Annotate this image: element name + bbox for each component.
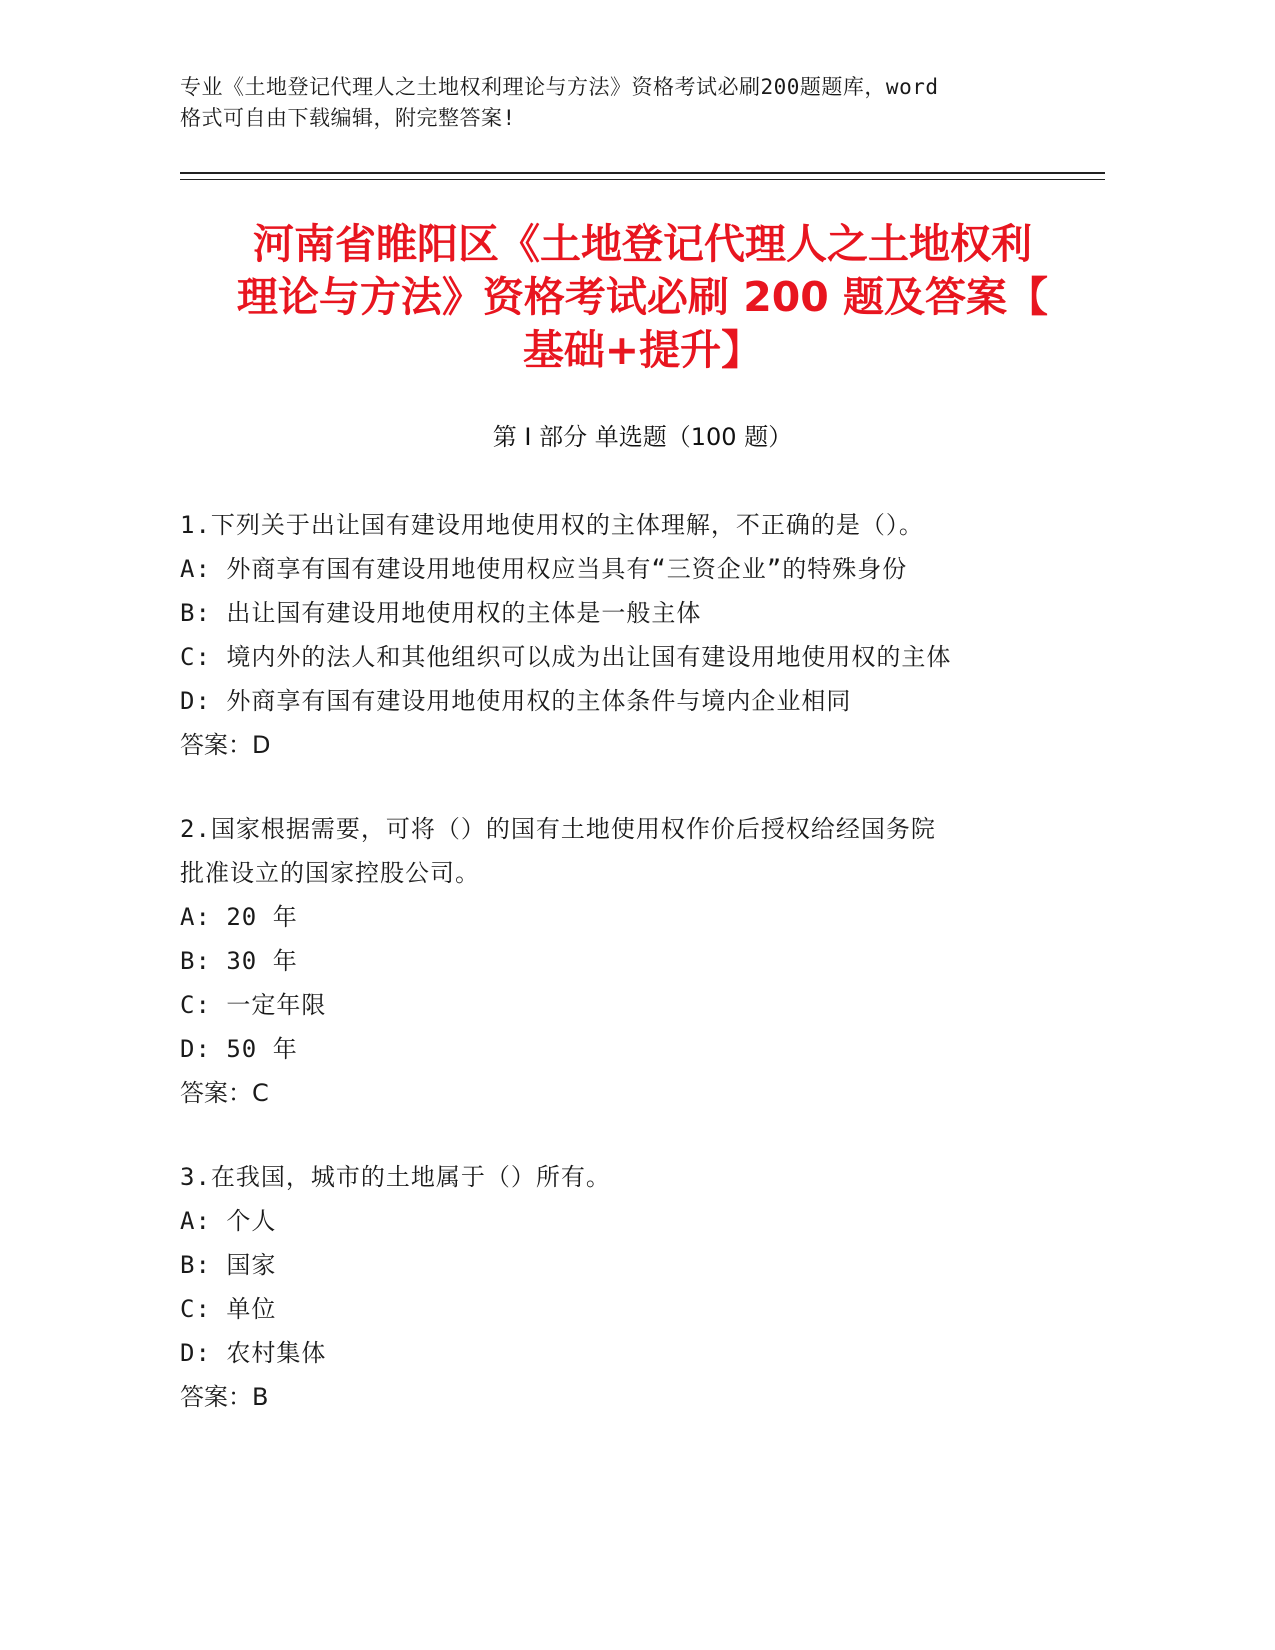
option-c: C: 一定年限 <box>180 991 327 1019</box>
option-b: B: 30 年 <box>180 947 298 975</box>
question-stem: 3.在我国，城市的土地属于（）所有。 <box>180 1163 611 1191</box>
header-note-line: 专业《土地登记代理人之土地权利理论与方法》资格考试必刷200题题库，word <box>180 75 939 99</box>
section-heading: 第 I 部分 单选题（100 题） <box>492 423 793 451</box>
question-item <box>180 807 1060 1115</box>
question-item <box>180 1155 1060 1419</box>
document-title <box>180 218 1105 377</box>
title-line: 理论与方法》资格考试必刷 200 题及答案【 <box>236 273 1049 321</box>
option-a: A: 个人 <box>180 1207 277 1235</box>
question-stem: 2.国家根据需要，可将（）的国有土地使用权作价后授权给经国务院 <box>180 815 936 843</box>
header-note <box>180 72 1060 134</box>
option-b: B: 出让国有建设用地使用权的主体是一般主体 <box>180 599 702 627</box>
option-c: C: 境内外的法人和其他组织可以成为出让国有建设用地使用权的主体 <box>180 643 952 671</box>
option-d: D: 农村集体 <box>180 1339 327 1367</box>
option-c: C: 单位 <box>180 1295 277 1323</box>
option-a: A: 20 年 <box>180 903 298 931</box>
question-item <box>180 503 1060 767</box>
question-stem-continued: 批准设立的国家控股公司。 <box>180 859 480 887</box>
header-note-line: 格式可自由下载编辑，附完整答案! <box>180 106 516 130</box>
title-line: 基础+提升】 <box>522 326 763 374</box>
question-stem: 1.下列关于出让国有建设用地使用权的主体理解，不正确的是（）。 <box>180 511 924 539</box>
option-b: B: 国家 <box>180 1251 277 1279</box>
title-line: 河南省睢阳区《土地登记代理人之土地权利 <box>253 220 1032 268</box>
answer-key: 答案：D <box>180 731 271 759</box>
option-a: A: 外商享有国有建设用地使用权应当具有“三资企业”的特殊身份 <box>180 555 908 583</box>
answer-key: 答案：C <box>180 1079 269 1107</box>
header-divider-thick <box>180 172 1105 174</box>
option-d: D: 外商享有国有建设用地使用权的主体条件与境内企业相同 <box>180 687 852 715</box>
header-divider-thin <box>180 179 1105 180</box>
answer-key: 答案：B <box>180 1383 269 1411</box>
option-d: D: 50 年 <box>180 1035 298 1063</box>
